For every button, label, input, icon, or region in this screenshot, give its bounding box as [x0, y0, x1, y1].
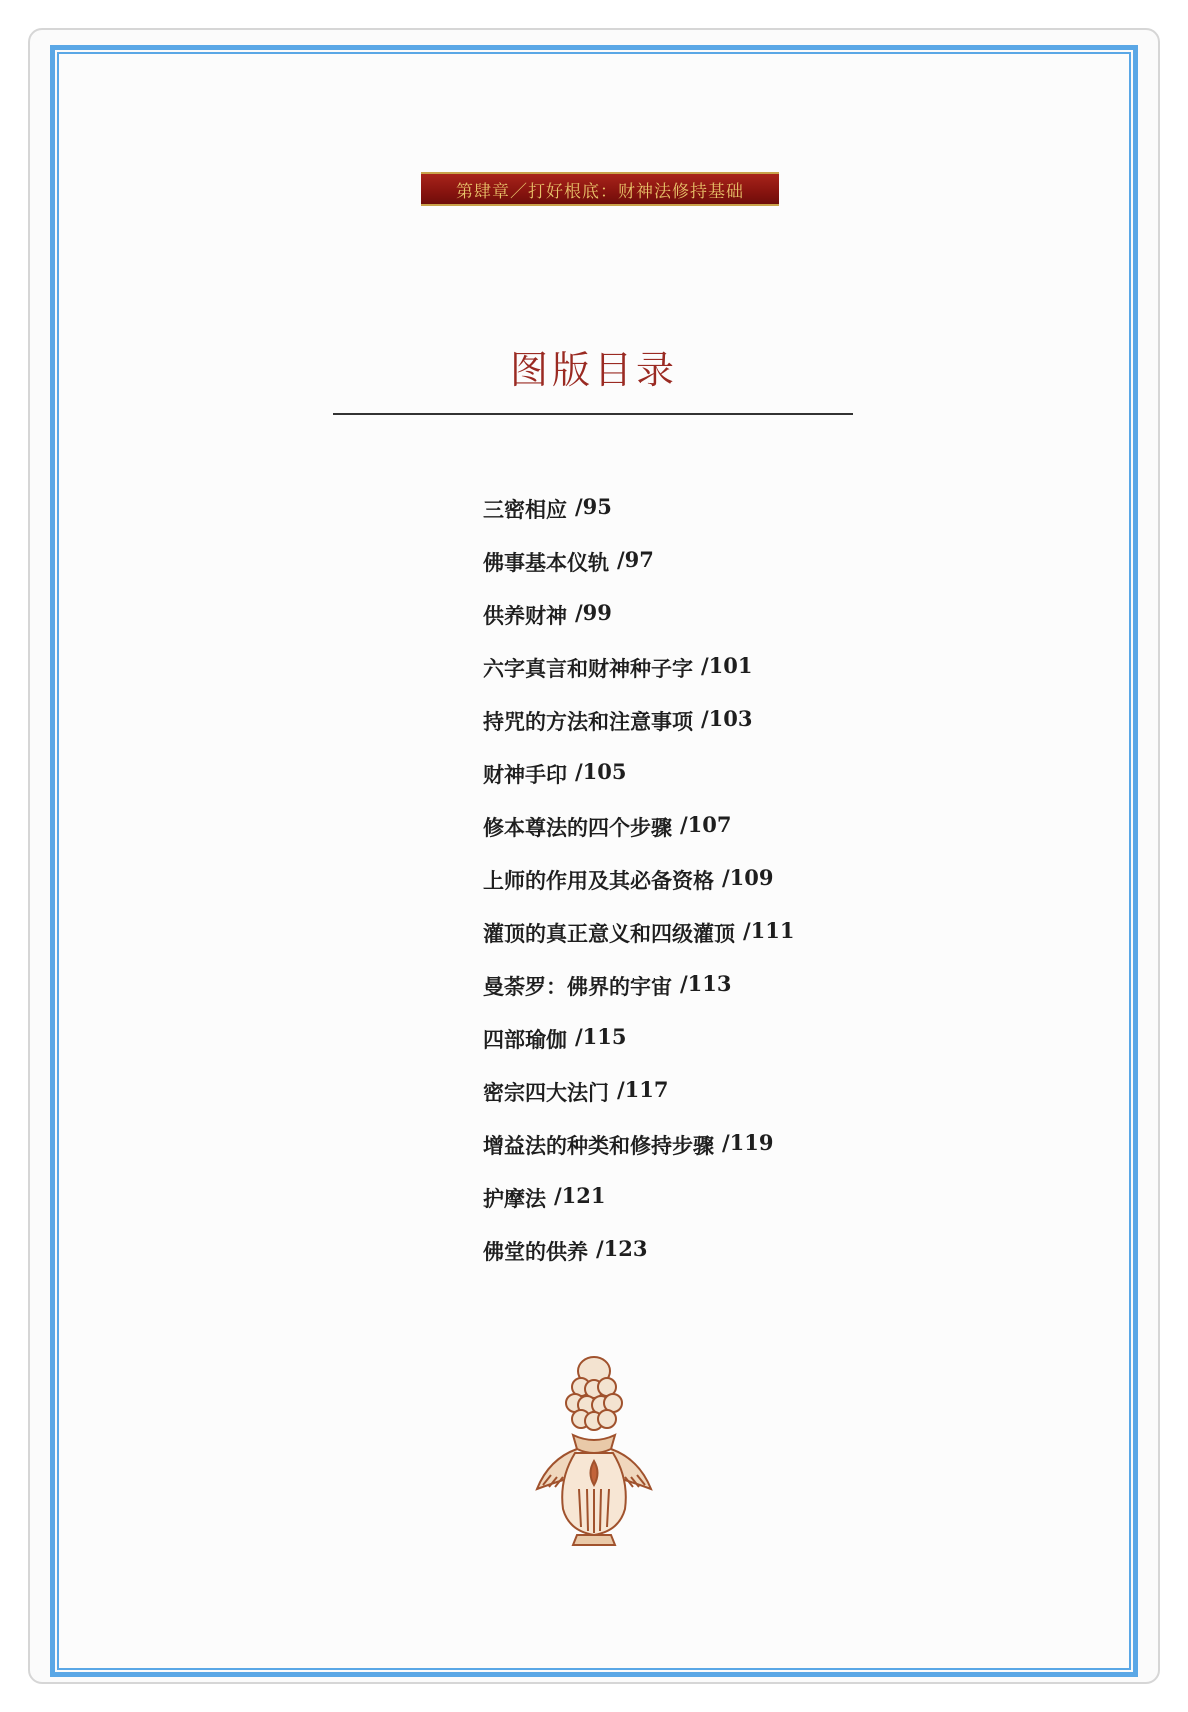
toc-label: 三密相应: [483, 498, 567, 522]
title-divider: [333, 413, 853, 415]
toc-page: /107: [680, 812, 732, 837]
toc-entry[interactable]: [483, 1183, 795, 1236]
toc-page: /101: [701, 653, 753, 678]
chapter-banner: [421, 172, 779, 206]
toc-entry[interactable]: [483, 1077, 795, 1130]
toc-page: /117: [617, 1077, 669, 1102]
toc-entry[interactable]: [483, 547, 795, 600]
toc-page: /111: [743, 918, 795, 943]
toc-page: /123: [596, 1236, 648, 1261]
treasure-vase-icon: [529, 1349, 659, 1549]
toc-page: /99: [575, 600, 612, 625]
toc-label: 四部瑜伽: [483, 1028, 567, 1052]
toc-entry[interactable]: [483, 812, 795, 865]
toc-list: [483, 494, 795, 1289]
toc-entry[interactable]: [483, 653, 795, 706]
book-page: [59, 54, 1129, 1668]
toc-entry[interactable]: [483, 1024, 795, 1077]
toc-page: /105: [575, 759, 627, 784]
toc-label: 财神手印: [483, 763, 567, 787]
toc-label: 六字真言和财神种子字: [483, 657, 693, 681]
toc-entry[interactable]: [483, 706, 795, 759]
toc-page: /97: [617, 547, 654, 572]
chapter-banner-text: 第肆章／打好根底：财神法修持基础: [456, 181, 744, 202]
toc-entry[interactable]: [483, 759, 795, 812]
toc-entry[interactable]: [483, 1130, 795, 1183]
toc-label: 密宗四大法门: [483, 1081, 609, 1105]
toc-label: 增益法的种类和修持步骤: [483, 1134, 714, 1158]
toc-label: 灌顶的真正意义和四级灌顶: [483, 922, 735, 946]
toc-label: 佛事基本仪轨: [483, 551, 609, 575]
toc-page: /119: [722, 1130, 774, 1155]
toc-label: 持咒的方法和注意事项: [483, 710, 693, 734]
toc-label: 护摩法: [483, 1187, 546, 1211]
toc-entry[interactable]: [483, 600, 795, 653]
toc-label: 修本尊法的四个步骤: [483, 816, 672, 840]
toc-page: /95: [575, 494, 612, 519]
toc-page: /121: [554, 1183, 606, 1208]
toc-label: 佛堂的供养: [483, 1240, 588, 1264]
toc-entry[interactable]: [483, 865, 795, 918]
toc-page: /109: [722, 865, 774, 890]
toc-entry[interactable]: [483, 1236, 795, 1289]
toc-entry[interactable]: [483, 971, 795, 1024]
toc-page: /115: [575, 1024, 627, 1049]
toc-label: 曼荼罗：佛界的宇宙: [483, 975, 672, 999]
toc-entry[interactable]: [483, 494, 795, 547]
page-title: 图版目录: [509, 348, 678, 392]
toc-entry[interactable]: [483, 918, 795, 971]
toc-label: 供养财神: [483, 604, 567, 628]
toc-label: 上师的作用及其必备资格: [483, 869, 714, 893]
toc-page: /103: [701, 706, 753, 731]
toc-page: /113: [680, 971, 732, 996]
